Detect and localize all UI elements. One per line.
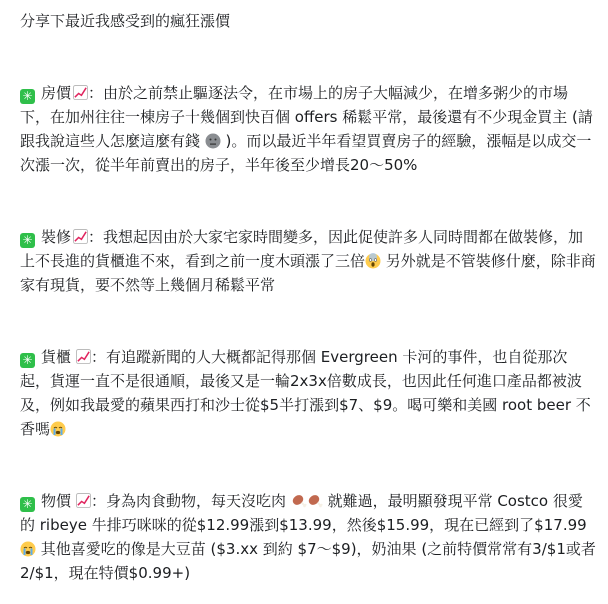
section-text-cont: 另外就是不管裝修什麼，除非商家有現貨，要不然等上幾個月稀鬆平常	[20, 252, 596, 294]
section-label: 房價	[41, 84, 72, 102]
section-label: 物價	[41, 492, 72, 510]
section-text: ：由於之前禁止驅逐法令，在市場上的房子大幅減少，在增多粥少的市場下，在加州往往一棟房子十幾個到快百個 offers 稀鬆平常，最後還有不少現金買主 (請跟我說這些人怎麼這麼有錢	[20, 84, 593, 150]
post-title: 分享下最近我感受到的瘋狂漲價	[20, 12, 231, 30]
section-renovation	[20, 225, 596, 297]
sparkle-icon: ✳	[20, 89, 35, 104]
section-label: 裝修	[41, 228, 72, 246]
section-label: 貨櫃	[41, 348, 72, 366]
thinking-face-icon	[205, 133, 221, 149]
section-text: 就難過，最明顯發現平常 Costco 很愛的 ribeye 牛排巧咪咪的從$12.99漲到$13.99，然後$15.99，現在已經到了$17.99	[20, 492, 587, 534]
chart-increasing-icon	[73, 229, 88, 244]
section-text-cont: 其他喜愛吃的像是大豆苗 ($3.xx 到約 $7～$9)，奶油果 (之前特價常常有3/$1或者2/$1，現在特價$0.99+)	[20, 540, 596, 582]
chart-increasing-icon	[76, 349, 91, 364]
sparkle-icon: ✳	[20, 497, 35, 512]
section-text: ：身為肉食動物，每天沒吃肉	[91, 492, 291, 510]
section-housing	[20, 81, 596, 177]
chart-increasing-icon	[73, 85, 88, 100]
crying-face-icon	[50, 421, 66, 437]
chart-increasing-icon	[76, 493, 91, 508]
section-container	[20, 345, 596, 441]
screaming-face-icon	[365, 253, 381, 269]
section-text: ：我想起因由於大家宅家時間變多，因此促使許多人同時間都在做裝修，加上不長進的貨櫃進不來，看到之前一度木頭漲了三倍	[20, 228, 584, 270]
sparkle-icon: ✳	[20, 233, 35, 248]
crying-face-icon	[20, 541, 36, 557]
meat-on-bone-icon	[307, 493, 323, 509]
meat-on-bone-icon	[291, 493, 307, 509]
section-text: ：有追蹤新聞的人大概都記得那個 Evergreen 卡河的事件，也自從那次起，貨運一直不是很通順，最後又是一輪2x3x倍數成長，也因此任何進口產品都被波及，例如我最愛的蘋果西打和沙士從$5半打漲到$7、$9。喝可樂和美國 root beer 不香嗎	[20, 348, 591, 438]
section-text-cont: )。而以最近半年看望買賣房子的經驗，漲幅是以成交一次漲一次，從半年前賣出的房子，半年後至少增長20～50%	[20, 132, 592, 174]
section-groceries	[20, 489, 596, 585]
sparkle-icon: ✳	[20, 353, 35, 368]
